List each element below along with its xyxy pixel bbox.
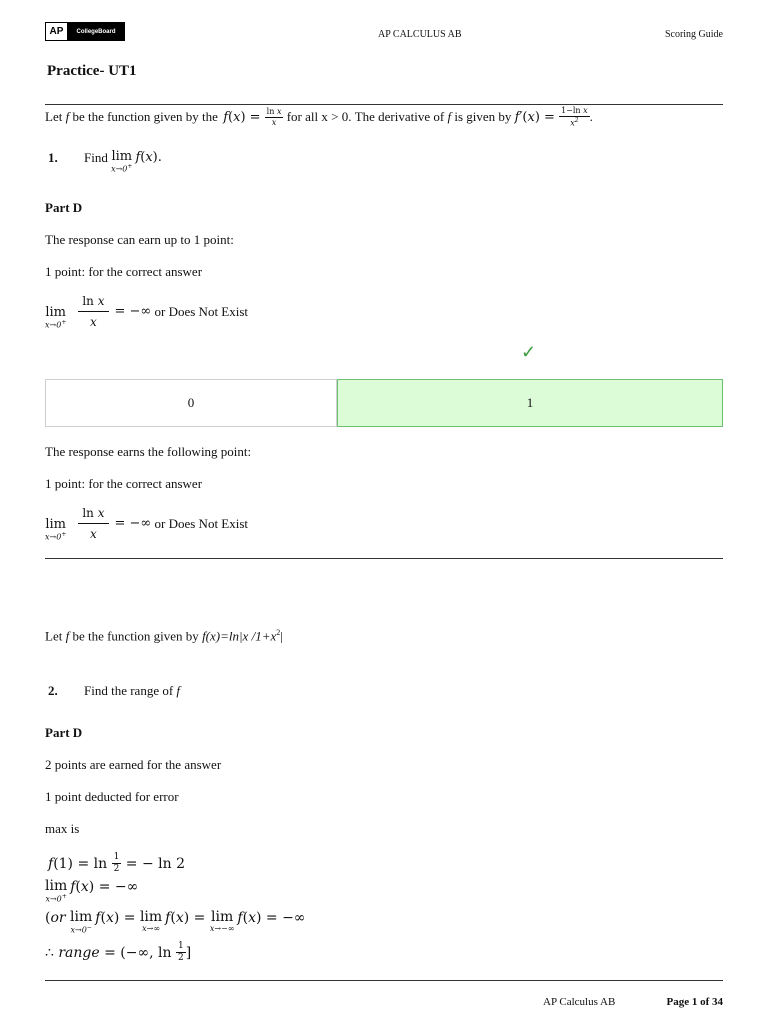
point-criterion: 1 point: for the correct answer — [45, 264, 203, 279]
limit-expression: lim x→0− — [70, 909, 93, 935]
intro-f: f — [65, 628, 70, 644]
limit-expression: lim x→0+ — [45, 878, 68, 904]
header-right-title: Scoring Guide — [664, 29, 723, 40]
equals-neg-infinity: = −∞ — [114, 304, 152, 320]
fraction-one-half: $\frac{1}{2}$ — [178, 941, 184, 963]
question-1-number: 1. — [48, 150, 58, 165]
math-x: x — [145, 150, 153, 165]
math-paren: ( — [140, 150, 146, 165]
answer-suffix: or Does Not Exist — [154, 303, 249, 319]
math-fx: f — [135, 150, 141, 165]
math-paren: ( — [522, 109, 528, 125]
intro-text: Let — [45, 109, 63, 124]
check-icon: ✓ — [521, 342, 537, 362]
intro-f: f — [65, 109, 70, 124]
question-2-number: 2. — [48, 683, 58, 698]
score-option-label: 0 — [187, 395, 195, 410]
answer-expression — [45, 294, 248, 330]
score-option-1-selected[interactable] — [337, 379, 723, 427]
intro-expression: f(x)=ln|x /1+x — [202, 628, 277, 644]
limit-expression: lim x→0+ — [45, 305, 67, 330]
math-line-range: ∴ range = (−∞, ln $\frac{1}{2}$ ] — [45, 941, 192, 963]
logo-ap: AP — [46, 23, 68, 40]
intro-superscript: 2 — [276, 628, 281, 637]
question-1-intro: Let f be the function given by the f ( x ) = $\frac{\text{ln x}}{x}$ for all x > 0. The derivative of f is given by f′ ( x ) = $\frac{\text{1−ln x}}{x^2}$ . — [45, 105, 593, 128]
intro-text: Let — [45, 628, 63, 644]
intro-condition: x > 0. — [321, 109, 352, 124]
fraction-lnx-over-x: $\frac{\text{ln x}}{x}$ — [78, 295, 108, 328]
math-x: x — [233, 109, 241, 125]
divider — [45, 558, 723, 559]
ap-collegeboard-logo — [45, 22, 125, 41]
divider — [45, 104, 723, 105]
point-criterion: 1 point: for the correct answer — [45, 476, 203, 491]
score-selector — [45, 379, 723, 427]
question-1-prompt — [84, 150, 162, 174]
math-paren: ) = — [534, 109, 560, 125]
math-fprime: f′ — [514, 109, 523, 125]
math-fx: f — [223, 109, 229, 125]
divider — [45, 980, 723, 981]
equals-neg-infinity: = −∞ — [114, 516, 152, 532]
footer-course: AP Calculus AB — [543, 996, 616, 1008]
math-paren: ). — [152, 150, 162, 165]
math-x: x — [527, 109, 535, 125]
fraction-lnx-over-x: $\frac{\text{ln x}}{x}$ — [266, 106, 282, 127]
fraction-derivative: $\frac{\text{1−ln x}}{x^2}$ — [561, 105, 588, 128]
part-d-heading: Part D — [45, 725, 83, 740]
limit-expression: lim x→∞ — [139, 909, 163, 933]
score-option-0[interactable] — [45, 379, 337, 427]
limit-expression: lim x→0+ — [45, 517, 67, 542]
math-line-limits: ( or lim x→0− f ( x ) = lim x→∞ f ( x ) = lim x→−∞ f ( x ) = −∞ — [45, 909, 306, 935]
intro-text: for all — [286, 109, 319, 124]
limit-expression: lim x→−∞ — [209, 909, 235, 933]
prompt-text: Find the range of — [84, 683, 174, 698]
math-line-max-value: f (1) = ln $\frac{1}{2}$ = − ln 2 — [48, 852, 185, 874]
part-d-heading: Part D — [45, 200, 83, 215]
deduction-text: 1 point deducted for error — [45, 789, 179, 804]
math-paren: ) = — [240, 109, 265, 125]
fraction-lnx-over-x: $\frac{\text{ln x}}{x}$ — [78, 507, 108, 540]
intro-text: be the function given by — [72, 628, 199, 644]
intro-text: is given by — [454, 109, 512, 124]
question-2-intro — [45, 628, 283, 644]
points-earned-text: 2 points are earned for the answer — [45, 757, 222, 772]
prompt-f: f — [176, 683, 181, 698]
score-option-label: 1 — [526, 395, 534, 410]
intro-end: | — [280, 628, 283, 644]
intro-f: f — [447, 109, 452, 124]
intro-text: be the function given by the — [72, 109, 218, 124]
logo-collegeboard: CollegeBoard — [68, 23, 124, 40]
answer-expression-earned — [45, 506, 248, 542]
question-2-prompt — [84, 683, 180, 699]
intro-text: The derivative of — [354, 109, 445, 124]
document-title: Practice- UT1 — [47, 63, 137, 79]
earn-up-text: The response can earn up to 1 point: — [45, 232, 234, 247]
header-center-title: AP CALCULUS AB — [378, 29, 462, 40]
footer-page-number: Page 1 of 34 — [666, 996, 723, 1008]
answer-suffix: or Does Not Exist — [154, 515, 249, 531]
math-paren: ( — [228, 109, 234, 125]
fraction-one-half: $\frac{1}{2}$ — [113, 852, 120, 874]
prompt-text: Find — [84, 150, 108, 165]
limit-expression: lim x→0+ — [111, 149, 133, 174]
math-line-limit-right: lim x→0+ f ( x ) = −∞ — [45, 878, 139, 904]
max-text: max is — [45, 821, 80, 836]
earns-text: The response earns the following point: — [45, 444, 252, 459]
